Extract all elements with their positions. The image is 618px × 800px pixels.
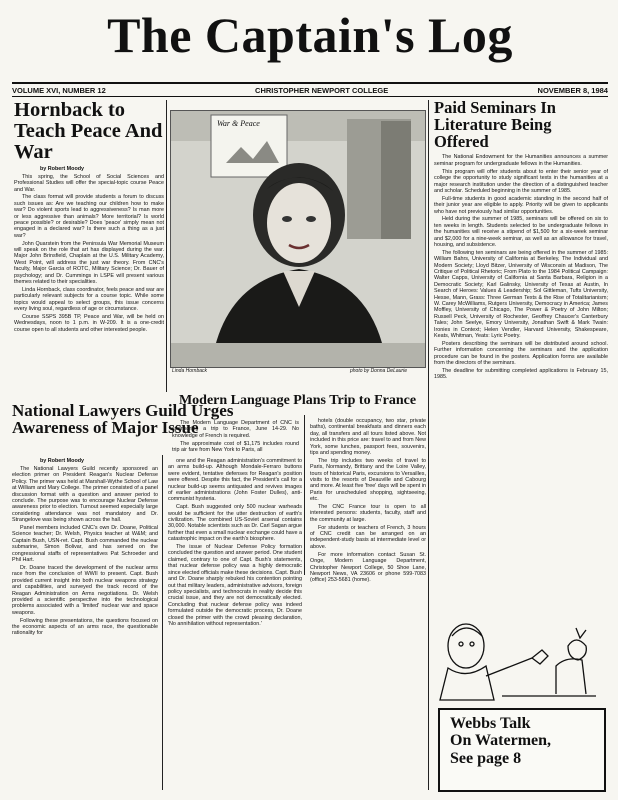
seminars-article <box>434 100 608 382</box>
lawyers-paragraph: Dr. Doane traced the development of the nuclear arms race from the conclusion of WWII to present. Capt. Bush provided current insight into both nuclear weapons strategy and capabilities, and surveyed the track record of the Reagan Administration on Arms negotiations. Dr. Welsh provided a scientific perspective into the technological problems associated with a 'limited' nuclear war and space weapons. <box>12 564 158 616</box>
lawyers-paragraph: one and the Reagan administration's commitment to an arms build-up. Although Mondale-Ferraro buttons were evident, tentative defenses for Reagan's position were offered. Despite this fact, the President's call for a nuclear build-up seems antiquated and revives images of earlier administrations (John Foster Dulles), anti-communist hysteria. <box>168 458 302 503</box>
seminars-paragraph: The deadline for submitting completed applications is February 15, 1985. <box>434 367 608 381</box>
france-paragraph: The CNC France tour is open to all interested persons: students, faculty, staff and the community at large. <box>310 504 426 523</box>
school-name: CHRISTOPHER NEWPORT COLLEGE <box>255 86 389 95</box>
lawyers-article <box>12 401 234 438</box>
france-paragraph: hotels (double occupancy, two star, private baths), continental breakfasts and dinners each day, all transfers and all tours listed above. Not included in this price are: travel to and from New York, some lunches, passport fees, souvenirs, tips and spending money. <box>310 418 426 457</box>
portrait-image <box>171 111 425 367</box>
photo-caption: Linda Hornback <box>172 368 208 374</box>
france-column-2 <box>310 418 426 585</box>
lawyers-paragraph: Panel members included CNC's own Dr. Doane, Political Science teacher; Dr. Welsh, Physics teacher at W&M; and Captain Bush, USN-ret. Capt. Bush commanded the nuclear submarine, Simon Bolivar, and has served on the congressional staffs of representatives Pat Schroeder and Phil Hart. <box>12 525 158 564</box>
seminars-paragraph: Full-time students in good academic standing in the second half of their junior year are eligible to apply. Priority will be given to applicants who have not previously had similar opportunities. <box>434 195 608 215</box>
lawyers-paragraph: The National Lawyers Guild recently sponsored an election primer on President Reagan's Nuclear Defense Policy. The primer was held at Marshall-Wythe School of Law at William and Mary College. The primer consisted of a panel discussion format with a question and answer period to conclude. The purpose was to encourage Nuclear Defense awareness prior to election. Turnout seemed especially large considering attendance was not mandatory and Dr. Strangelove was being shown across the hall. <box>12 466 158 524</box>
hornback-body <box>14 174 164 333</box>
seminars-body <box>434 154 608 380</box>
photo-credit: photo by Donna DeLaurie <box>350 368 407 374</box>
seminars-paragraph: This program will offer students about to enter their senior year of college the opportunity to study significant texts in the humanities at a major research institution under the direction of a distinguished teacher and scholar. Scheduled beginning in the summer of 1985. <box>434 168 608 194</box>
lawyers-headline: National Lawyers Guild Urges Awareness of Major Issue <box>12 401 234 438</box>
hornback-article <box>14 100 164 334</box>
lawyers-paragraph: Capt. Bush suggested only 500 nuclear warheads would be sufficient for the utter destruction of earth's civilization. The combined US-Soviet arsenal contains 30,000. Notable scientists such as Dr. Carl Sagan argue further that even a small nuclear exchange could have a catastrophic impact on the earth's biosphere. <box>168 504 302 543</box>
column-divider <box>428 100 429 790</box>
issue-date: NOVEMBER 8, 1984 <box>537 86 608 95</box>
masthead-info-bar <box>12 86 608 95</box>
lawyers-column-1 <box>12 466 158 638</box>
masthead-title: The Captain's Log <box>107 7 513 63</box>
column-divider <box>304 415 305 575</box>
hornback-paragraph: The class format will provide students a forum to discuss such issues as: Are we teaching our children how to make war? Do violent sports lead to aggressiveness? Is man more or less aggressive than animals? More territorial? Is world peace possible? or desirable? Does 'peace' simply mean not engaged in a declared war? Is there such a thing as a just war? <box>14 194 164 239</box>
photo-sign-text: War & Peace <box>217 119 260 128</box>
illustration-drawing <box>436 606 608 706</box>
seminars-paragraph: Posters describing the seminars will be distributed around school. Further information concerning the seminars and the application procedure can be found in the posters. Application forms are available from the directors of the seminars. <box>434 340 608 367</box>
france-paragraph: The Modern Language Department of CNC is sponsoring a trip to France, June 14-29. No knowledge of French is required. <box>172 420 299 439</box>
seminars-paragraph: The National Endowment for the Humanities announces a summer seminar program for undergraduate fellows in the Humanities. <box>434 154 608 167</box>
france-paragraph: For more information contact Susan St. Onge, Modern Language Department, Christopher Newport College, 50 Shoe Lane, Newport News, VA 23606 or phone 599-7083 (office) 253-5681 (home). <box>310 551 426 584</box>
seminars-headline: Paid Seminars In Literature Being Offered <box>434 98 556 151</box>
webbs-teaser-box <box>438 708 606 792</box>
lawyers-column-2 <box>168 458 302 629</box>
france-paragraph: The trip includes two weeks of travel to Paris, Normandy, Brittany and the Loire Valley, tours of historical Paris, excursions to Versailles, visits to the resorts of Deauville and Cabourg and more. At least five 'free' days will be spent in Paris for unscheduled shopping, sightseeing, etc. <box>310 457 426 503</box>
scholar-illustration <box>436 606 608 706</box>
hornback-paragraph: John Quarstein from the Peninsula War Memorial Museum will speak on the role that art has displayed during the war. Major John Brinsfield, Chaplain at the U.S. Military Academy, West Point, will address the just war theory. From CNC's faculty, Major Garcia of ROTC, Military Science; Dr. Bauer of psychology; and Dr. Cummings in LSPE will present various themes related to their specialities. <box>14 240 164 285</box>
france-paragraph: For students or teachers of French, 3 hours of CNC credit can be arranged on an independent-study basis at intermediate level or above. <box>310 524 426 550</box>
lawyers-byline: by Robert Moody <box>40 458 85 464</box>
webbs-line-2: On Watermen, <box>450 732 552 750</box>
webbs-line-3: See page 8 <box>450 749 522 767</box>
column-divider <box>166 100 167 392</box>
seminars-paragraph: Held during the summer of 1985, seminars will be offered on six to ten weeks in length. Students selected to be undergraduate fellows in the humanities will receive a stipend of $1,500 for a six-week seminar and $2,000 for a nine-week seminar, as well as an allowance for travel, housing, and subsistence. <box>434 216 608 248</box>
france-headline: Modern Language Plans Trip to France <box>178 393 417 408</box>
lawyers-paragraph: Following these presentations, the questions focused on the economic aspects of an arms race, the questionable rationality for <box>12 617 158 637</box>
volume-number: VOLUME XVI, NUMBER 12 <box>12 86 106 95</box>
info-bar-rule <box>12 96 608 97</box>
hornback-paragraph: Course SSPS 395B TP, Peace and War, will be held on Wednesdays, noon to 1 p.m. in W-209. It is a one-credit course open to all students and other interested people. <box>14 313 164 333</box>
webbs-line-1: Webbs Talk <box>450 715 531 732</box>
hornback-headline: Hornback to Teach Peace And War <box>14 99 163 163</box>
france-paragraph: The approximate cost of $1,175 includes round trip air fare from New York to Paris, all <box>172 440 299 454</box>
column-divider <box>162 455 163 790</box>
lawyers-paragraph: The issue of Nuclear Defense Policy formation concluded the question and answer period. One student claimed, contrary to one of Capt. Bush's statements, that nuclear defense policy was a highly democratic since elected officials make these decisions. Capt. Bush and Dr. Doane sharply rebuked his contention pointing out that military leaders, administrative advisors, foreign policy specialists, and technocrats in reality decide this crucial issue, and they are not democratically elected. Concluding that nuclear defense policy was indeed formulated outside the democratic process, Dr. Doane closed the primer with the crowd pleasing declaration, 'No annihilation without representation.' <box>168 544 302 627</box>
hornback-byline: by Robert Moody <box>40 165 85 172</box>
seminars-paragraph: The following ten seminars are being offered in the summer of 1985: William Bahrs, University of California at Berkeley, The Individual and Modern Society; Lloyd Bitzer, University of Wisconsin at Madison, The Critique of Political Rhetoric; From Plato to the 1984 Political Campaign: Walter Capps, University of California at Santa Barbara, Religion in a Democratic Society; Karl Galinsky, University of Texas at Austin, In Search of Heroes: Values & Leadership; Sol Gittleman, Tufts University, Hesse, Mann, Grass: Three German Texts & the Rise of Totalitarianism; W. Carey McWilliams, Rutgers University, Democracy in America; James Moffley, University of Chicago, The Power & Poetry of John Milton; Russell Peck, University of Rochester, Geoffrey Chaucer's Canterbury Tales; John Seelye, Emory University, Jonathan Swift & Mark Twain: Ironies in Context; Helen Vendler, Harvard University, Shakespeare, Keats, Whitman, Yeats: Lyric Poetry. <box>434 249 608 340</box>
masthead-rule <box>12 82 608 84</box>
hornback-photo <box>170 110 426 368</box>
hornback-paragraph: This spring, the School of Social Sciences and Professional Studies will offer the special-topic course Peace and War. <box>14 173 164 193</box>
hornback-paragraph: Linda Hornback, class coordinator, feels peace and war are particularly relevant subjects for a course topic. While some topics would appeal to select groups, this issue concerns every living soul, regardless of age or circumstance. <box>14 286 164 313</box>
